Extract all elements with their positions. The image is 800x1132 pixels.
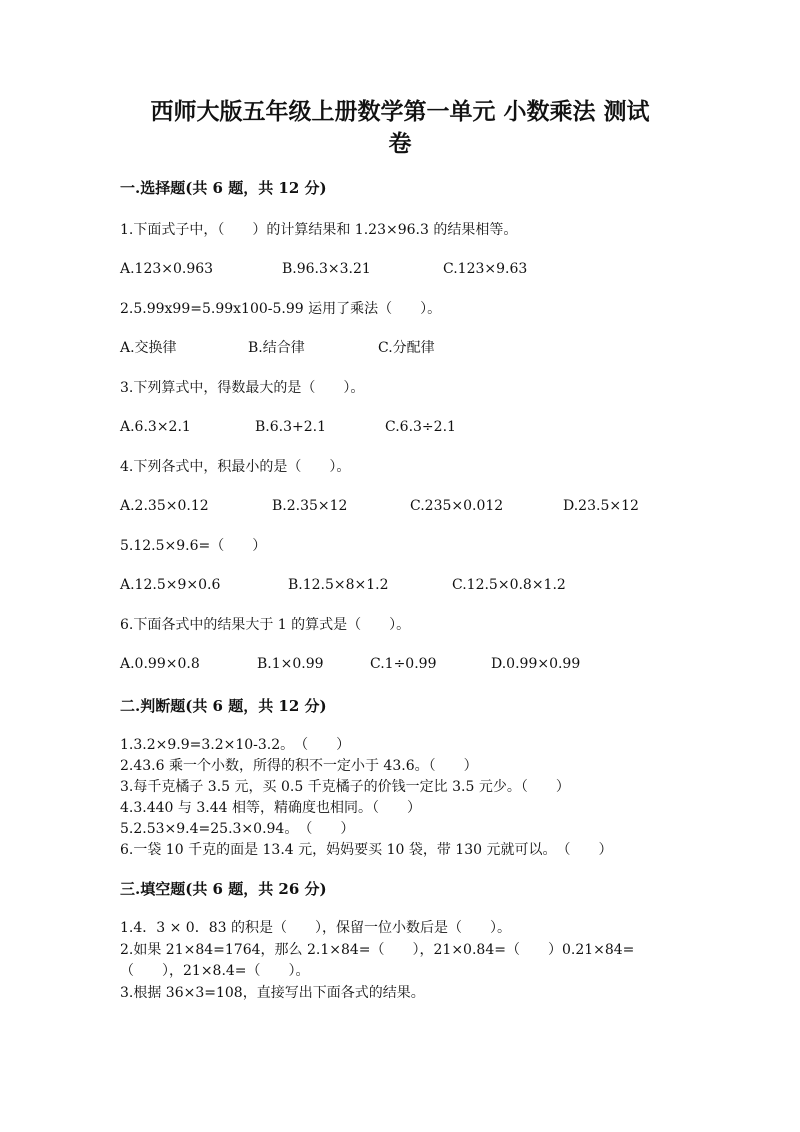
option-b: B.1×0.99 [257,656,324,672]
question-stem: 6.下面各式中的结果大于 1 的算式是（ ）。 [120,617,411,633]
option-c: C.12.5×0.8×1.2 [452,577,566,593]
question-stem: 1.下面式子中，（ ）的计算结果和 1.23×96.3 的结果相等。 [120,222,518,238]
fill-item: 1.4．3 × 0．83 的积是（ ），保留一位小数后是（ ）。 [120,920,511,936]
section-heading-fill: 三.填空题(共 6 题，共 26 分) [120,880,327,898]
option-a: A.2.35×0.12 [120,498,209,514]
judgment-item: 3.每千克橘子 3.5 元，买 0.5 千克橘子的价钱一定比 3.5 元少。（ ） [120,779,570,795]
page-title [100,96,700,160]
judgment-item: 5.2.53×9.4=25.3×0.94。 （ ） [120,821,355,837]
option-d: D.0.99×0.99 [491,656,581,672]
title-line-1: 西师大版五年级上册数学第一单元 小数乘法 测试 [150,98,650,125]
judgment-item: 4.3.440 与 3.44 相等，精确度也相同。（ ） [120,800,421,816]
judgment-item: 6.一袋 10 千克的面是 13.4 元，妈妈要买 10 袋，带 130 元就可以。 （ ） [120,842,613,858]
option-b: B.6.3+2.1 [255,419,326,435]
judgment-item: 2.43.6 乘一个小数，所得的积不一定小于 43.6。（ ） [120,758,478,774]
option-d: D.23.5×12 [563,498,639,514]
fill-item: 2.如果 21×84=1764，那么 2.1×84=（ ），21×0.84=（ ）0.21×84= [120,942,635,958]
option-b: B.结合律 [248,340,305,356]
section-heading-judgment: 二.判断题(共 6 题，共 12 分) [120,697,327,715]
option-c: C.235×0.012 [410,498,504,514]
title-line-2: 卷 [388,130,412,157]
option-a: A.6.3×2.1 [120,419,191,435]
option-b: B.2.35×12 [272,498,348,514]
question-stem: 2.5.99x99=5.99x100-5.99 运用了乘法（ ）。 [120,301,442,317]
option-c: C.123×9.63 [443,261,528,277]
option-c: C.1÷0.99 [370,656,437,672]
option-c: C.分配律 [378,340,435,356]
question-stem: 3.下列算式中，得数最大的是（ ）。 [120,380,365,396]
fill-item: 3.根据 36×3=108，直接写出下面各式的结果。 [120,985,425,1001]
section-heading-choice: 一.选择题(共 6 题，共 12 分) [120,179,327,197]
option-c: C.6.3÷2.1 [385,419,456,435]
option-a: A.交换律 [120,340,177,356]
question-stem: 4.下列各式中，积最小的是（ ）。 [120,459,351,475]
option-a: A.12.5×9×0.6 [120,577,221,593]
option-a: A.123×0.963 [120,261,214,277]
fill-item-continuation: （ ），21×8.4=（ ）。 [120,963,310,979]
option-b: B.12.5×8×1.2 [288,577,389,593]
option-b: B.96.3×3.21 [282,261,371,277]
judgment-item: 1.3.2×9.9=3.2×10-3.2。 （ ） [120,737,351,753]
option-a: A.0.99×0.8 [120,656,200,672]
question-stem: 5.12.5×9.6=（ ） [120,538,267,554]
